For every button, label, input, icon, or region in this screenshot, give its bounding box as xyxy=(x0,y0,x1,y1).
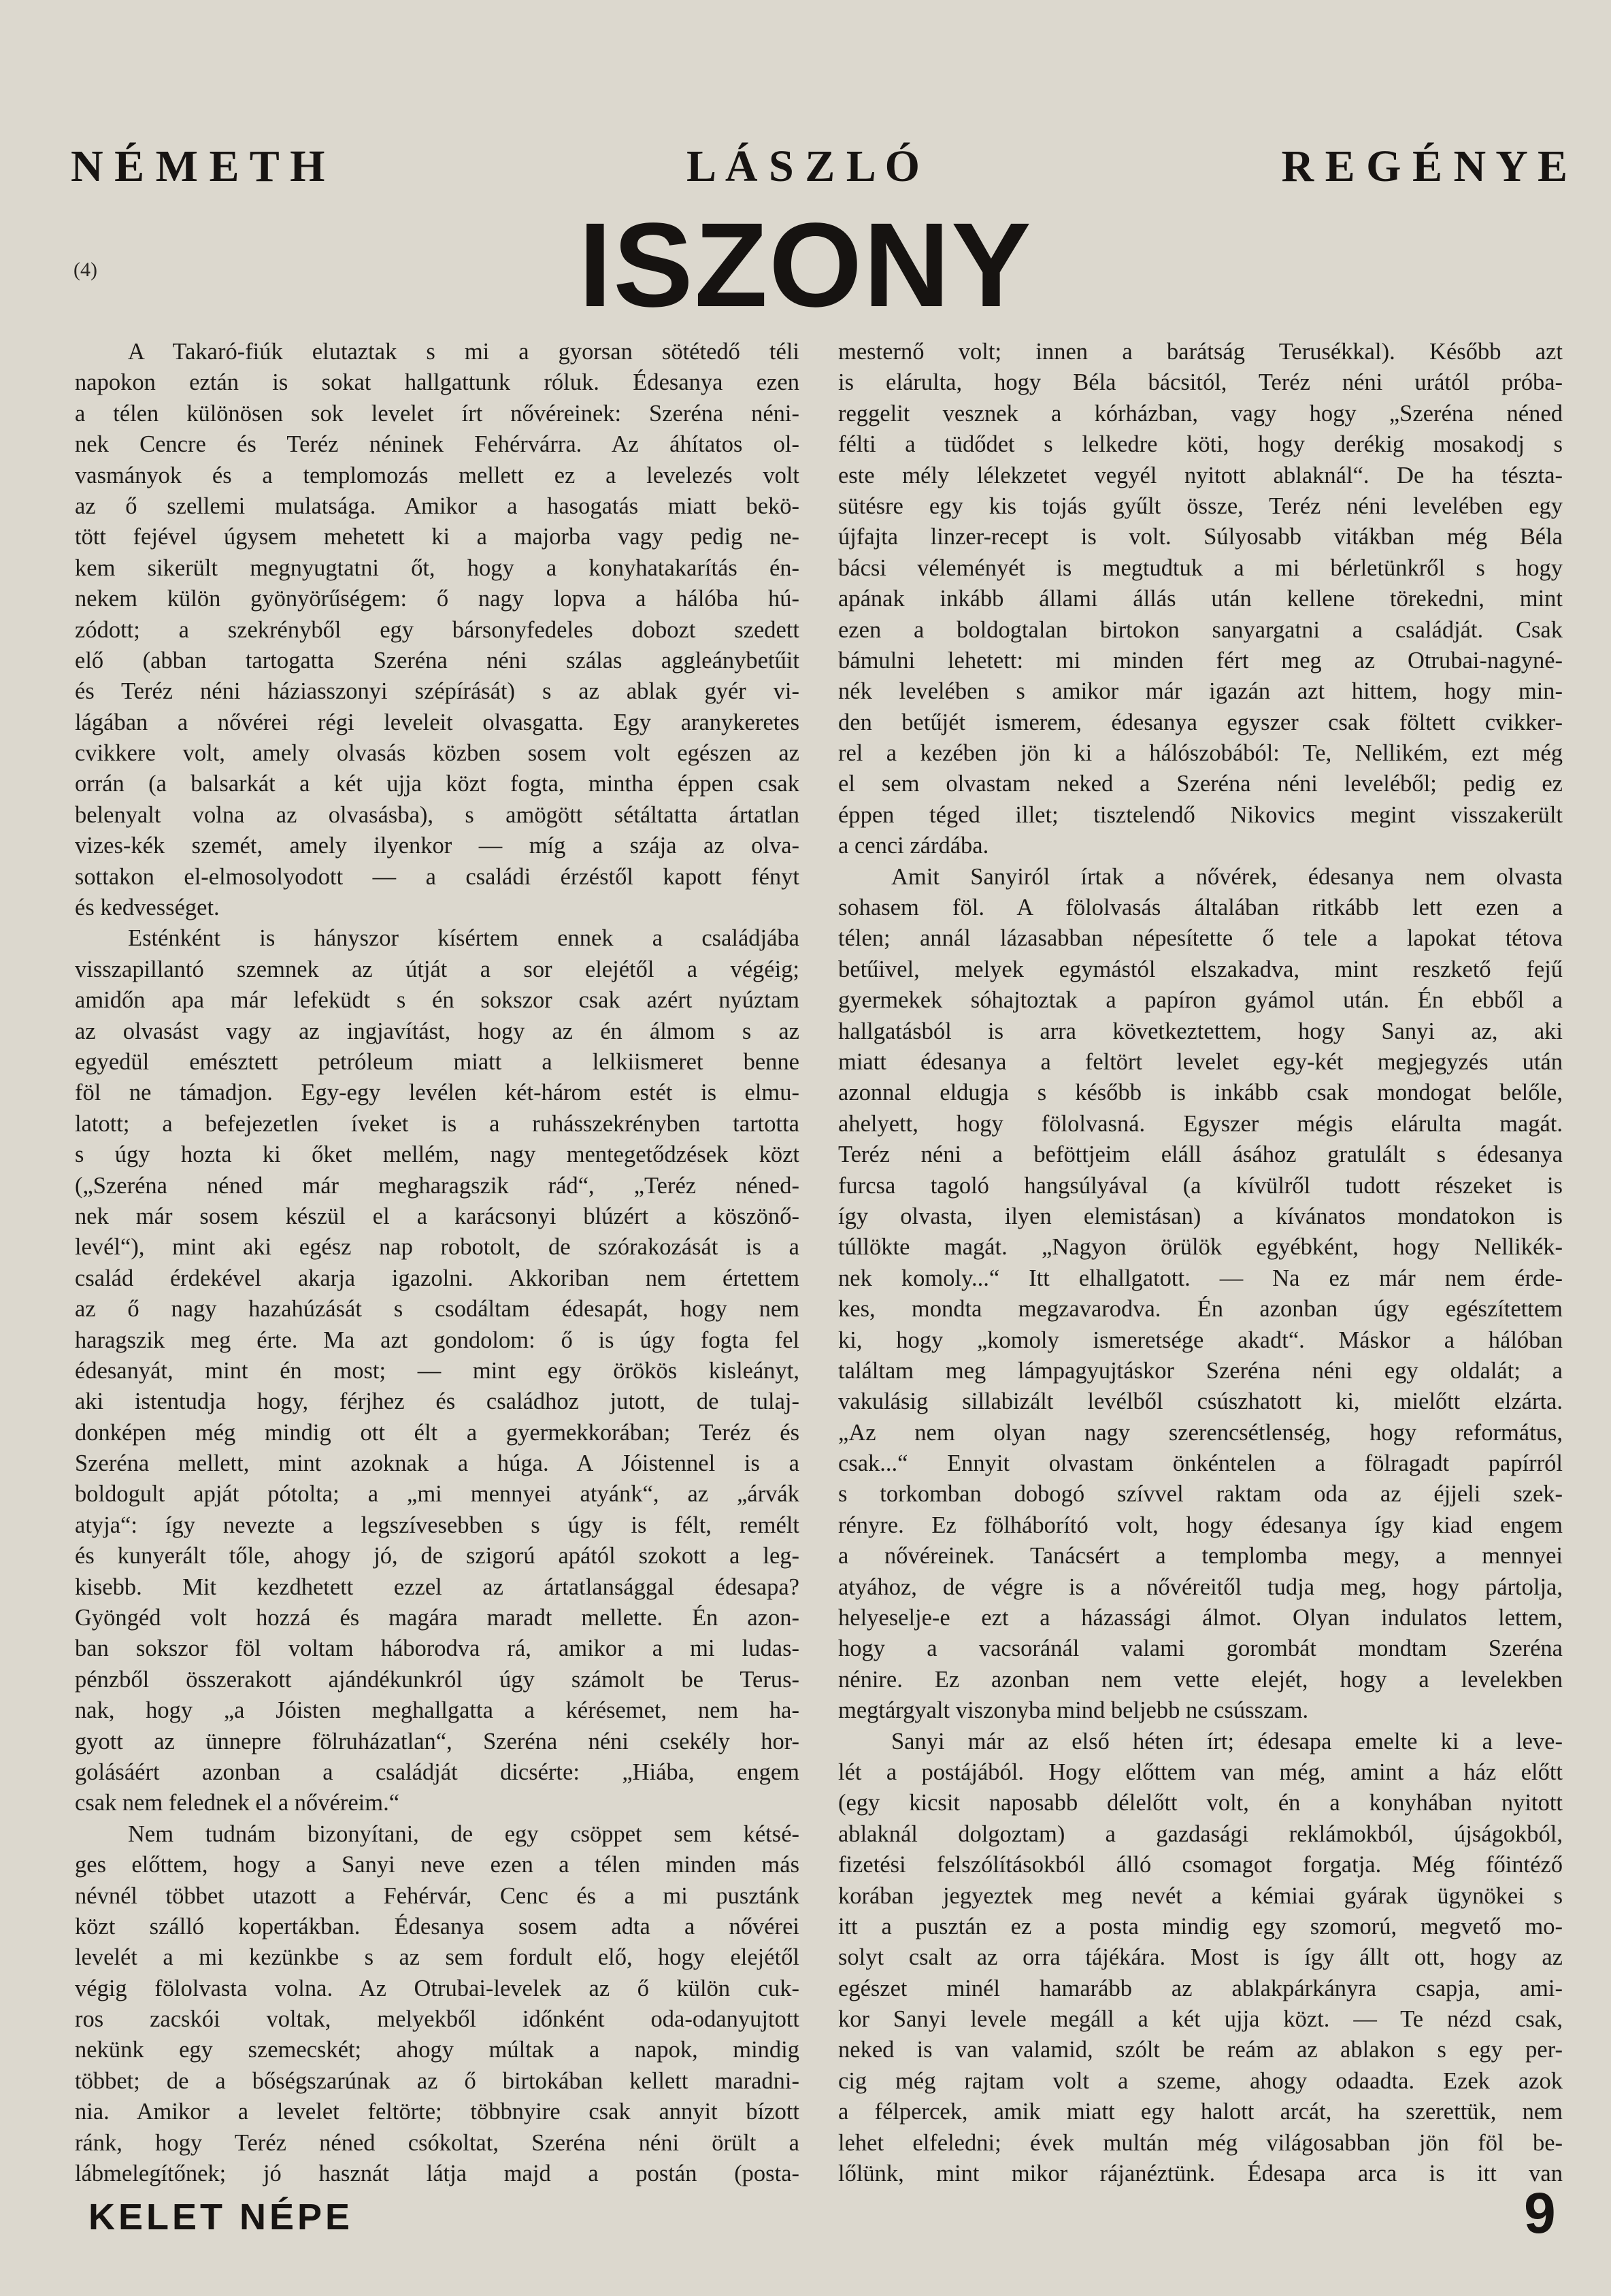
text-line: golásáért azonban a családját dicsérte: „Hiába, engem xyxy=(75,1759,799,1785)
text-column-left xyxy=(75,337,799,2189)
text-line: találtam meg lámpagyujtáskor Szeréna néni egy oldalát; a xyxy=(838,1357,1563,1384)
text-line: hogy a vacsoránál valami gorombát mondtam Szeréna xyxy=(838,1635,1563,1662)
text-column-right xyxy=(838,337,1563,2189)
text-line: Szeréna mellett, mint azoknak a húga. A Jóistennel is a xyxy=(75,1450,799,1477)
text-line: korában jegyeztek meg nevét a kémiai gyárak ügynökei s xyxy=(838,1882,1563,1909)
series-word-author-last: L Á S Z L Ó xyxy=(686,142,920,191)
text-line: ezen a boldogtalan birtokon sanyargatni a családját. Csak xyxy=(838,616,1563,643)
text-line: betűivel, melyek egymástól elszakadva, mint reszkető fejű xyxy=(838,956,1563,982)
text-line: zódott; a szekrényből egy bársonyfedeles dobozt szedett xyxy=(75,616,799,643)
text-line: csak...“ Ennyit olvastam önkéntelen a fölragadt papírról xyxy=(838,1450,1563,1477)
text-line: el sem olvastam neked a Szeréna néni leveléből; pedig ez xyxy=(838,771,1563,797)
text-line: többet; de a bőségszarúnak az ő birtokában kellett maradni- xyxy=(75,2067,799,2094)
text-line: nek komoly...“ Itt elhallgatott. — Na ez már nem érde- xyxy=(838,1265,1563,1291)
text-line: („Szeréna néned már megharagszik rád“, „Teréz néned- xyxy=(75,1172,799,1199)
text-line: a télen különösen sok levelet írt nővéreinek: Szeréna néni- xyxy=(75,400,799,427)
text-line: haragszik meg érte. Ma azt gondolom: ő is úgy fogta fel xyxy=(75,1327,799,1353)
text-line: Esténként is hányszor kísértem ennek a családjába xyxy=(128,925,799,952)
text-line: Gyöngéd volt hozzá és magára maradt mellette. Én azon- xyxy=(75,1605,799,1631)
text-line: vizes-kék szemét, amely ilyenkor — míg a szája az olva- xyxy=(75,833,799,859)
text-line: lőlünk, mint mikor rájanéztünk. Édesapa arca is itt van xyxy=(838,2161,1563,2187)
text-line: atyához, de végre is a nővéreitől tudja meg, hogy pártolja, xyxy=(838,1574,1563,1600)
text-line: A Takaró-fiúk elutaztak s mi a gyorsan sötétedő téli xyxy=(128,339,799,365)
text-line: napokon eztán is sokat hallgattunk róluk. Édesanya ezen xyxy=(75,369,799,396)
text-line: ros zacskói voltak, melyekből időnként oda-odanyujtott xyxy=(75,2006,799,2033)
text-line: sütésre egy kis tojás gyűlt össze, Teréz néni levelében egy xyxy=(838,493,1563,519)
text-line: is elárulta, hogy Béla bácsitól, Teréz néni urától próba- xyxy=(838,369,1563,396)
text-line: névnél többet utazott a Fehérvár, Cenc és a mi pusztánk xyxy=(75,1882,799,1909)
text-line: s torkomban dobogó szívvel raktam oda az éjjeli szek- xyxy=(838,1481,1563,1508)
text-line: az olvasást vagy az ingjavítást, hogy az én álmom s az xyxy=(75,1018,799,1044)
text-line: vasmányok és a templomozás mellett ez a levelezés volt xyxy=(75,462,799,488)
text-line: levelét a mi kezünkbe s az sem fordult elő, hogy elejétől xyxy=(75,1944,799,1971)
text-line: nak, hogy „a Jóisten meghallgatta a kérésemet, nem ha- xyxy=(75,1697,799,1724)
text-line: újfajta linzer-recept is volt. Súlyosabb vitákban még Béla xyxy=(838,524,1563,550)
text-line: lábmelegítőnek; jó hasznát látja majd a postán (posta- xyxy=(75,2161,799,2187)
text-line: nek már sosem készül el a karácsonyi blúzért a köszönő- xyxy=(75,1203,799,1229)
text-line: helyeselje-e ezt a házassági álmot. Olyan indulatos lettem, xyxy=(838,1605,1563,1631)
text-line: egyedül emésztett petróleum miatt a lelkiismeret benne xyxy=(75,1048,799,1075)
text-line: mesternő volt; innen a barátság Terusékkal). Később azt xyxy=(838,339,1563,365)
text-line: nénire. Ez azonban nem vette elejét, hogy a levelekben xyxy=(838,1666,1563,1693)
text-line: nekünk egy szemecskét; ahogy múltak a napok, mindig xyxy=(75,2037,799,2063)
text-line: és kunyerált tőle, ahogy jó, de szigorú apától szokott a leg- xyxy=(75,1543,799,1569)
text-line: fizetési felszólításokból álló csomagot forgatja. Még főintéző xyxy=(838,1852,1563,1878)
text-line: hallgatásból is arra következtettem, hogy Sanyi az, aki xyxy=(838,1018,1563,1044)
text-line: (egy kicsit naposabb délelőtt volt, én a konyhában nyitott xyxy=(838,1790,1563,1816)
text-line: kes, mondta megzavarodva. Én azonban úgy egészítettem xyxy=(838,1296,1563,1322)
text-line: azonnal eldugja s később is inkább csak mondogat belőle, xyxy=(838,1080,1563,1106)
text-line: gyermekek sóhajtoztak a papíron gyámol után. Én ebből a xyxy=(838,987,1563,1014)
text-line: így olvasta, ilyen elemistásan) a kívánatos mondatokon is xyxy=(838,1203,1563,1229)
series-title xyxy=(71,136,1567,197)
text-line: ges előttem, hogy a Sanyi neve ezen a télen minden más xyxy=(75,1852,799,1878)
text-line: kisebb. Mit kezdhetett ezzel az ártatlansággal édesapa? xyxy=(75,1574,799,1600)
text-line: félti a tüdődet s lelkedre köti, hogy derékig mosakodj s xyxy=(838,431,1563,458)
text-line: cig még rajtam volt a szeme, ahogy odaadta. Ezek azok xyxy=(838,2067,1563,2094)
text-line: közt szálló kopertákban. Édesanya sosem adta a nővérei xyxy=(75,1913,799,1940)
text-line: Teréz néni a beföttjeim eláll ásához gratulált s édesanya xyxy=(838,1142,1563,1168)
text-line: ban sokszor föl voltam háborodva rá, amikor a mi ludas- xyxy=(75,1635,799,1662)
text-line: sottakon el-elmosolyodott — a családi érzéstől kapott fényt xyxy=(75,863,799,890)
series-word-genre: R E G É N Y E xyxy=(1281,142,1567,191)
text-line: ránk, hogy Teréz néned csókoltat, Szeréna néni örült a xyxy=(75,2129,799,2156)
text-line: atyja“: így nevezte a legszívesebben s úgy is félt, remélt xyxy=(75,1512,799,1538)
text-line: apának inkább állami állás után kellene törekedni, mint xyxy=(838,586,1563,612)
text-line: latott; a befejezetlen íveket is a ruhásszekrényben tartotta xyxy=(75,1110,799,1137)
text-line: a cenci zárdába. xyxy=(838,833,989,859)
text-line: s úgy hozta ki őket mellém, nagy mentegetődzések közt xyxy=(75,1142,799,1168)
text-line: cvikkere volt, amely olvasás közben sosem volt egészen az xyxy=(75,740,799,767)
text-line: édesanyát, mint én most; — mint egy örökös kisleányt, xyxy=(75,1357,799,1384)
text-line: nek Cencre és Teréz néninek Fehérvárra. Az áhítatos ol- xyxy=(75,431,799,458)
text-line: ablaknál dolgoztam) a gazdasági reklámokból, újságokból, xyxy=(838,1820,1563,1847)
text-line: kem sikerült megnyugtatni őt, hogy a konyhatakarítás én- xyxy=(75,554,799,581)
episode-number: (4) xyxy=(73,259,97,281)
text-line: este mély lélekzetet vegyél nyitott ablaknál“. De ha tészta- xyxy=(838,462,1563,488)
text-line: csak nem felednek el a nővéreim.“ xyxy=(75,1790,400,1816)
text-line: amidőn apa már lefeküdt s én sokszor csak azért nyúztam xyxy=(75,987,799,1014)
text-line: télen; annál lázasabban népesítette ő tele a lapokat tétova xyxy=(838,925,1563,952)
text-line: Amit Sanyiról írtak a nővérek, édesanya nem olvasta xyxy=(891,863,1563,890)
text-line: vakulásig sillabizált levélből csúszhatott ki, mielőtt elzárta. xyxy=(838,1388,1563,1415)
text-line: aki istentudja hogy, férjhez és családhoz jutott, de tulaj- xyxy=(75,1388,799,1415)
page-number: 9 xyxy=(1524,2181,1556,2245)
text-line: bámulni lehetett: mi minden fért meg az Otrubai-nagyné- xyxy=(838,647,1563,673)
text-line: itt a pusztán ez a posta mindig egy szomorú, megvető mo- xyxy=(838,1913,1563,1940)
text-line: és kedvességet. xyxy=(75,895,220,921)
text-line: ki, hogy „komoly ismeretsége akadt“. Máskor a hálóban xyxy=(838,1327,1563,1353)
text-line: reggelit vesznek a kórházban, vagy hogy „Szeréna néned xyxy=(838,400,1563,427)
text-line: család érdekével akarja igazolni. Akkoriban nem értettem xyxy=(75,1265,799,1291)
text-line: boldogult apját pótolta; a „mi mennyei atyánk“, az „árvák xyxy=(75,1481,799,1508)
text-line: neked is van valamid, szólt be reám az ablakon s egy per- xyxy=(838,2037,1563,2063)
text-line: a nővéreinek. Tanácsért a templomba megy, a mennyei xyxy=(838,1543,1563,1569)
text-line: Nem tudnám bizonyítani, de egy csöppet sem kétsé- xyxy=(128,1820,799,1847)
text-line: nekem külön gyönyörűségem: ő nagy lopva a hálóba hú- xyxy=(75,586,799,612)
text-line: a félpercek, amik miatt egy halott arcát, ha szerettük, nem xyxy=(838,2099,1563,2125)
series-word-author-first: N É M E T H xyxy=(71,142,325,191)
text-line: bácsi véleményét is megtudtuk a mi bérletünkről s hogy xyxy=(838,554,1563,581)
text-line: rényre. Ez fölháborító volt, hogy édesanya így kiad engem xyxy=(838,1512,1563,1538)
text-line: tött fejével úgysem mehetett ki a majorba vagy pedig ne- xyxy=(75,524,799,550)
text-line: pénzből összerakott ajándékunkról úgy számolt be Terus- xyxy=(75,1666,799,1693)
text-line: visszapillantó szemnek az útját a sor elejétől a végéig; xyxy=(75,956,799,982)
text-line: den betűjét ismerem, édesanya egyszer csak föltett cvikker- xyxy=(838,709,1563,735)
text-line: az ő nagy hazahúzását s csodáltam édesapát, hogy nem xyxy=(75,1296,799,1322)
magazine-name: KELET NÉPE xyxy=(88,2197,354,2237)
text-line: lét a postájából. Hogy előttem van még, amint a ház előtt xyxy=(838,1759,1563,1785)
text-line: ahelyett, hogy fölolvasná. Egyszer mégis elárulta magát. xyxy=(838,1110,1563,1137)
text-line: rel a kezében jön ki a hálószobából: Te, Nellikém, ezt még xyxy=(838,740,1563,767)
text-line: éppen téged illet; tisztelendő Nikovics megint visszakerült xyxy=(838,801,1563,828)
text-line: solyt csalt az orra tájékára. Most is így állt ott, hogy az xyxy=(838,1944,1563,1971)
text-line: egészet minél hamarább az ablakpárkányra csapja, ami- xyxy=(838,1975,1563,2001)
text-line: lágában a nővérei régi leveleit olvasgatta. Egy aranykeretes xyxy=(75,709,799,735)
text-line: belenyalt volna az olvasásba), s amögött sétáltatta ártatlan xyxy=(75,801,799,828)
text-line: Sanyi már az első héten írt; édesapa emelte ki a leve- xyxy=(891,1728,1563,1754)
text-line: megtárgyalt viszonyba mind beljebb ne csússzam. xyxy=(838,1697,1309,1724)
text-line: nia. Amikor a levelet feltörte; többnyire csak annyit bízott xyxy=(75,2099,799,2125)
text-line: furcsa tagoló hangsúlyával (a kívülről tudott részeket is xyxy=(838,1172,1563,1199)
text-line: túllökte magát. „Nagyon örülök egyébként, hogy Nellikék- xyxy=(838,1234,1563,1261)
text-line: elő (abban tartogatta Szeréna néni szálas aggleánybetűit xyxy=(75,647,799,673)
text-line: „Az nem olyan nagy szerencsétlenség, hogy református, xyxy=(838,1419,1563,1446)
text-line: miatt édesanya a feltört levelet egy-két megjegyzés után xyxy=(838,1048,1563,1075)
text-line: és Teréz néni háziasszonyi szépírását) s az ablak gyér vi- xyxy=(75,678,799,705)
novel-title: ISZONY xyxy=(578,199,1033,332)
text-line: nék levelében s amikor már igazán azt hittem, hogy min- xyxy=(838,678,1563,705)
text-line: az ő szellemi mulatsága. Amikor a hasogatás miatt bekö- xyxy=(75,493,799,519)
text-line: orrán (a balsarkát a két ujja közt fogta, mintha éppen csak xyxy=(75,771,799,797)
text-line: gyott az ünnepre fölruházatlan“, Szeréna néni csekély hor- xyxy=(75,1728,799,1754)
text-line: donképen még mindig ott élt a gyermekkorában; Teréz és xyxy=(75,1419,799,1446)
text-line: levél“), mint aki egész nap robotolt, de szórakozását is a xyxy=(75,1234,799,1261)
text-line: föl ne támadjon. Egy-egy levélen két-három estét is elmu- xyxy=(75,1080,799,1106)
text-line: végig fölolvasta volna. Az Otrubai-levelek az ő külön cuk- xyxy=(75,1975,799,2001)
text-line: kor Sanyi levele megáll a két ujja közt. — Te nézd csak, xyxy=(838,2006,1563,2033)
text-line: lehet elfeledni; évek multán még világosabban jön föl be- xyxy=(838,2129,1563,2156)
text-line: sohasem föl. A fölolvasás általában ritkább lett ezen a xyxy=(838,895,1563,921)
